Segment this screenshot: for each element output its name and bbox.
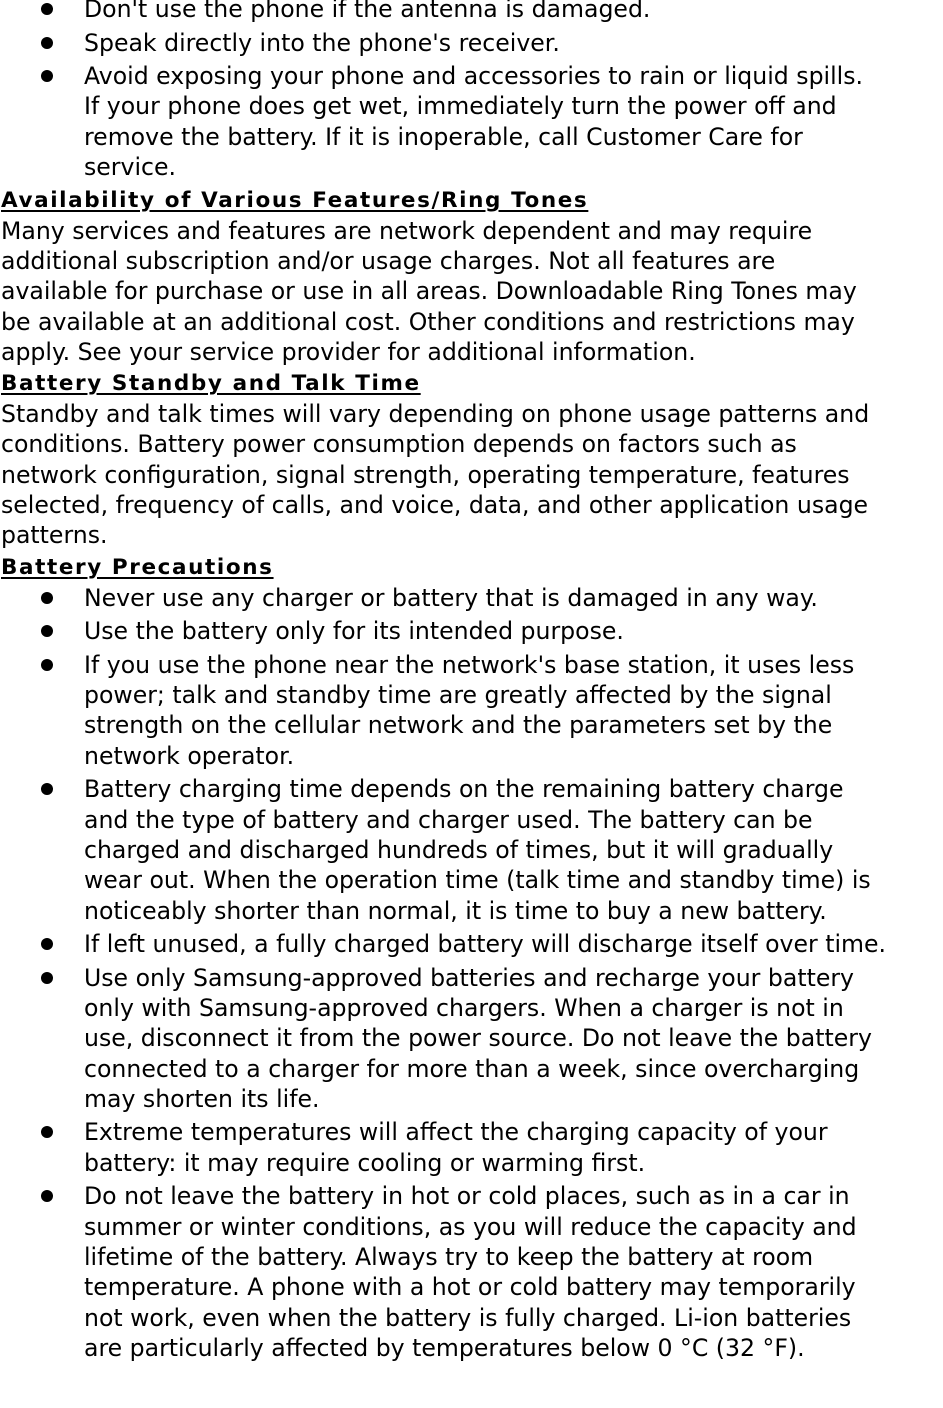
- precaution-bullet-item-line: summer or winter conditions, as you will reduce the capacity and: [84, 1212, 857, 1241]
- precaution-bullet-item-line: only with Samsung-approved chargers. When a charger is not in: [84, 993, 844, 1022]
- precaution-bullet-item-line: strength on the cellular network and the parameters set by the: [84, 711, 833, 740]
- precautions-bullet-list: [0, 583, 943, 1364]
- availability-body: [0, 216, 943, 367]
- standby-paragraph-line: selected, frequency of calls, and voice, data, and other application usage: [1, 491, 869, 520]
- precaution-bullet-item-line: and the type of battery and charger used. The battery can be: [84, 805, 813, 834]
- availability-paragraph-line: apply. See your service provider for additional information.: [1, 337, 696, 366]
- intro-bullet-item-line: If your phone does get wet, immediately turn the power off and: [84, 92, 837, 121]
- precaution-bullet-item-line: battery: it may require cooling or warming first.: [84, 1148, 646, 1177]
- standby-paragraph-line: Standby and talk times will vary depending on phone usage patterns and: [1, 400, 870, 429]
- bullet-dot-icon: [41, 70, 53, 82]
- intro-bullet-item: [0, 0, 943, 24]
- precaution-bullet-item: [0, 929, 943, 959]
- intro-bullet-item: [0, 61, 943, 182]
- standby-paragraph-line: conditions. Battery power consumption depends on factors such as: [1, 430, 797, 459]
- bullet-dot-icon: [41, 1126, 53, 1138]
- intro-bullet-item-line: remove the battery. If it is inoperable, call Customer Care for: [84, 122, 803, 151]
- precaution-bullet-item-line: Use only Samsung-approved batteries and recharge your battery: [84, 963, 854, 992]
- bullet-dot-icon: [41, 1190, 53, 1202]
- availability-paragraph-line: Many services and features are network dependent and may require: [1, 216, 813, 245]
- precaution-bullet-item: [0, 1117, 943, 1178]
- bullet-dot-icon: [41, 783, 53, 795]
- intro-bullet-item-line: Speak directly into the phone's receiver.: [84, 28, 560, 57]
- standby-paragraph-line: network configuration, signal strength, operating temperature, features: [1, 460, 850, 489]
- precaution-bullet-item-line: power; talk and standby time are greatly affected by the signal: [84, 681, 832, 710]
- intro-bullet-item: [0, 28, 943, 58]
- intro-bullet-list: [0, 0, 943, 182]
- precaution-bullet-item: [0, 616, 943, 646]
- bullet-dot-icon: [41, 938, 53, 950]
- precaution-bullet-item: [0, 774, 943, 925]
- precaution-bullet-item-line: Extreme temperatures will affect the charging capacity of your: [84, 1118, 828, 1147]
- precaution-bullet-item: [0, 963, 943, 1114]
- availability-heading: Availability of Various Features/Ring Tones: [1, 187, 589, 213]
- precaution-bullet-item-line: Do not leave the battery in hot or cold places, such as in a car in: [84, 1182, 850, 1211]
- precaution-bullet-item-line: connected to a charger for more than a week, since overcharging: [84, 1054, 860, 1083]
- intro-bullet-item-line: Avoid exposing your phone and accessories to rain or liquid spills.: [84, 62, 863, 91]
- precaution-bullet-item: [0, 650, 943, 771]
- precaution-bullet-item-line: Never use any charger or battery that is damaged in any way.: [84, 583, 818, 612]
- precaution-bullet-item-line: lifetime of the battery. Always try to keep the battery at room: [84, 1242, 814, 1271]
- precaution-bullet-item-line: charged and discharged hundreds of times, but it will gradually: [84, 835, 834, 864]
- availability-paragraph-line: be available at an additional cost. Other conditions and restrictions may: [1, 307, 855, 336]
- standby-heading: Battery Standby and Talk Time: [1, 371, 421, 397]
- precaution-bullet-item-line: wear out. When the operation time (talk time and standby time) is: [84, 866, 871, 895]
- precaution-bullet-item-line: not work, even when the battery is fully charged. Li-ion batteries: [84, 1303, 852, 1332]
- availability-paragraph-line: additional subscription and/or usage charges. Not all features are: [1, 246, 776, 275]
- standby-paragraph-line: patterns.: [1, 521, 108, 550]
- precaution-bullet-item-line: noticeably shorter than normal, it is time to buy a new battery.: [84, 896, 827, 925]
- bullet-dot-icon: [41, 625, 53, 637]
- precaution-bullet-item-line: are particularly affected by temperatures below 0 °C (32 °F).: [84, 1333, 805, 1362]
- precautions-heading: Battery Precautions: [1, 554, 274, 580]
- precaution-bullet-item-line: may shorten its life.: [84, 1084, 320, 1113]
- standby-body: [0, 399, 943, 550]
- precaution-bullet-item-line: If left unused, a fully charged battery will discharge itself over time.: [84, 930, 887, 959]
- bullet-dot-icon: [41, 972, 53, 984]
- precaution-bullet-item: [0, 583, 943, 613]
- intro-bullet-item-line: Don't use the phone if the antenna is damaged.: [84, 0, 651, 23]
- intro-bullet-item-line: service.: [84, 153, 177, 182]
- bullet-dot-icon: [41, 37, 53, 49]
- precaution-bullet-item-line: use, disconnect it from the power source. Do not leave the battery: [84, 1024, 872, 1053]
- precaution-bullet-item: [0, 1181, 943, 1363]
- availability-paragraph-line: available for purchase or use in all areas. Downloadable Ring Tones may: [1, 277, 857, 306]
- bullet-dot-icon: [41, 659, 53, 671]
- precaution-bullet-item-line: Battery charging time depends on the remaining battery charge: [84, 775, 844, 804]
- precaution-bullet-item-line: network operator.: [84, 741, 295, 770]
- precaution-bullet-item-line: Use the battery only for its intended purpose.: [84, 617, 624, 646]
- precaution-bullet-item-line: temperature. A phone with a hot or cold battery may temporarily: [84, 1273, 856, 1302]
- bullet-dot-icon: [41, 3, 53, 15]
- bullet-dot-icon: [41, 592, 53, 604]
- precaution-bullet-item-line: If you use the phone near the network's base station, it uses less: [84, 650, 855, 679]
